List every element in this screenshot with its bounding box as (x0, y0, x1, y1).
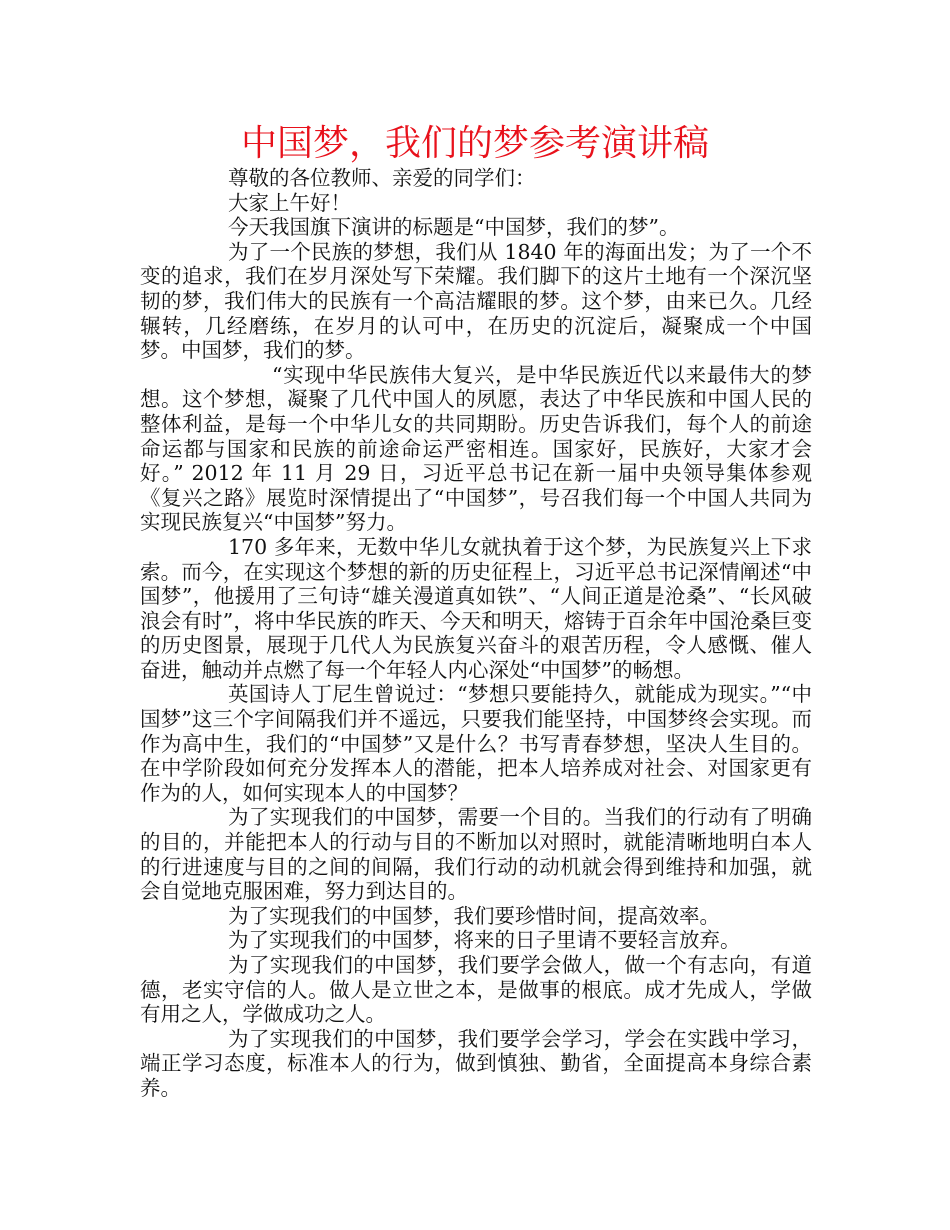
paragraph: 为了实现我们的中国梦，我们要学会学习，学会在实践中学习，端正学习态度，标准本人的行为，做到慎独、勤省，全面提高本身综合素养。 (140, 1026, 812, 1100)
paragraph: “实现中华民族伟大复兴，是中华民族近代以来最伟大的梦想。这个梦想，凝聚了几代中国人的夙愿，表达了中华民族和中国人民的整体利益，是每一个中华儿女的共同期盼。历史告诉我们，每个人的前途命运都与国家和民族的前途命运严密相连。国家好，民族好，大家才会好。” 2012 年 11 月 29 日，习近平总书记在新一届中央领导集体参观《复兴之路》展览时深情提出了“中国梦”，号召我们每一个中国人共同为实现民族复兴“中国梦”努力。 (140, 362, 812, 535)
paragraph: 170 多年来，无数中华儿女就执着于这个梦，为民族复兴上下求索。而今，在实现这个梦想的新的历史征程上，习近平总书记深情阐述“中国梦”，他援用了三句诗“雄关漫道真如铁”、“人间正道是沧桑”、“长风破浪会有时”，将中华民族的昨天、今天和明天，熔铸于百余年中国沧桑巨变的历史图景，展现于几代人为民族复兴奋斗的艰苦历程，令人感慨、催人奋进，触动并点燃了每一个年轻人内心深处“中国梦”的畅想。 (140, 534, 812, 682)
paragraph: 为了实现我们的中国梦，将来的日子里请不要轻言放弃。 (228, 928, 741, 953)
paragraph: 尊敬的各位教师、亲爱的同学们： (228, 166, 536, 190)
paragraph: 英国诗人丁尼生曾说过：“梦想只要能持久，就能成为现实。”“中国梦”这三个字间隔我们并不遥远，只要我们能坚持，中国梦终会实现。而作为高中生，我们的“中国梦”又是什么？书写青春梦想，坚决人生目的。在中学阶段如何充分发挥本人的潜能，把本人培养成对社会、对国家更有作为的人，如何实现本人的中国梦？ (140, 682, 812, 805)
paragraph: 为了实现我们的中国梦，我们要学会做人，做一个有志向，有道德，老实守信的人。做人是立世之本，是做事的根底。成才先成人，学做有用之人，学做成功之人。 (140, 953, 812, 1027)
document-body (140, 166, 812, 1101)
paragraph: 今天我国旗下演讲的标题是“中国梦，我们的梦”。 (228, 215, 680, 240)
paragraph: 大家上午好！ (228, 190, 351, 215)
paragraph: 为了一个民族的梦想，我们从 1840 年的海面出发；为了一个不变的追求，我们在岁月深处写下荣耀。我们脚下的这片土地有一个深沉坚韧的梦，我们伟大的民族有一个高洁耀眼的梦。这个梦，由来已久。几经辗转，几经磨练，在岁月的认可中，在历史的沉淀后，凝聚成一个中国梦。中国梦，我们的梦。 (140, 239, 812, 363)
paragraph: 为了实现我们的中国梦，需要一个目的。当我们的行动有了明确的目的，并能把本人的行动与目的不断加以对照时，就能清晰地明白本人的行进速度与目的之间的间隔，我们行动的动机就会得到维持和加强，就会自觉地克服困难，努力到达目的。 (140, 805, 812, 904)
document-title: 中国梦，我们的梦参考演讲稿 (240, 123, 709, 164)
paragraph: 为了实现我们的中国梦，我们要珍惜时间，提高效率。 (228, 903, 720, 928)
